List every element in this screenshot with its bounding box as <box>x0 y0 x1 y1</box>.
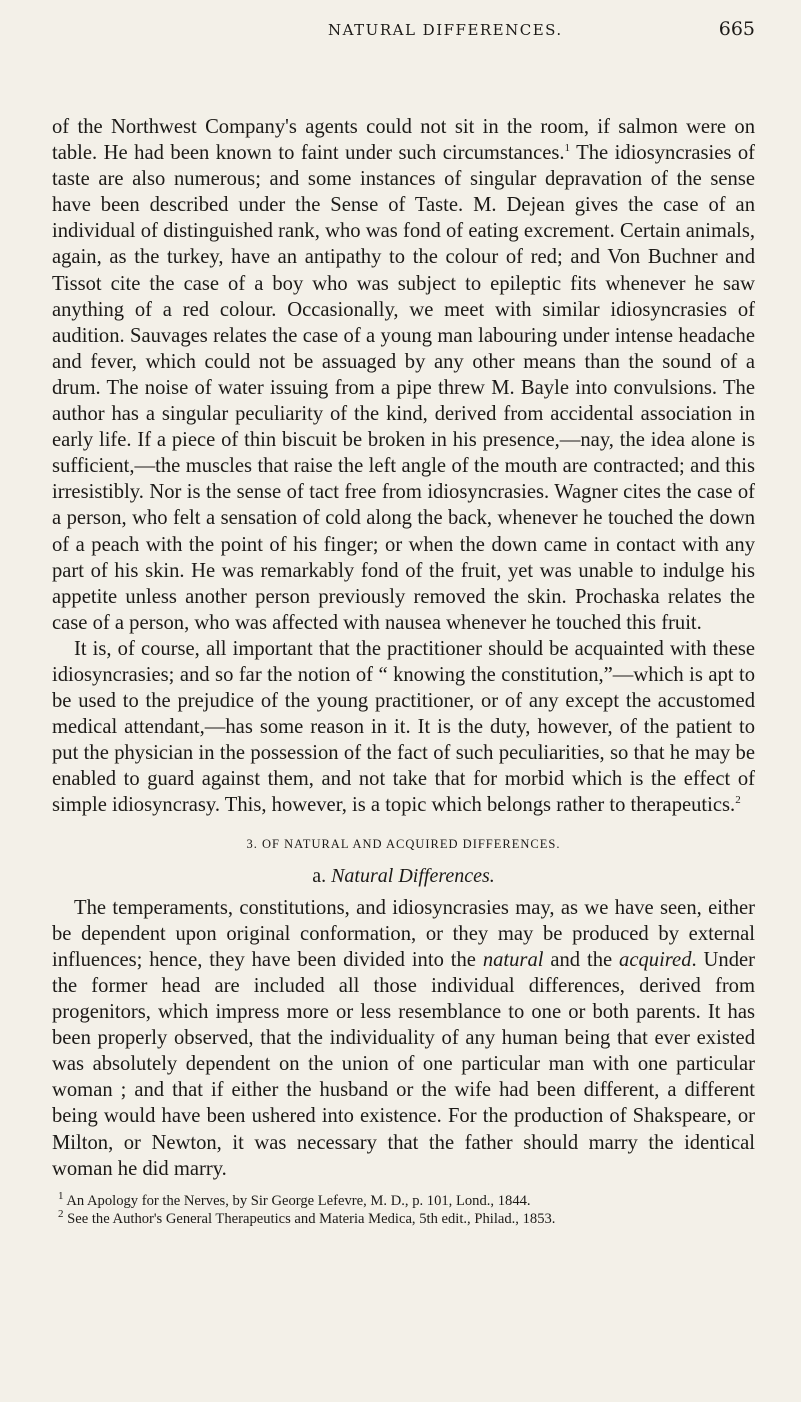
running-head <box>52 18 755 52</box>
footnote <box>52 1189 755 1210</box>
page-number: 665 <box>718 18 755 40</box>
section-heading: 3. OF NATURAL AND ACQUIRED DIFFERENCES. <box>246 836 561 851</box>
subsection-title: Natural Differences. <box>331 864 495 887</box>
paragraph-text: and the <box>543 948 620 971</box>
paragraph <box>52 895 755 1182</box>
emphasis-natural: natural <box>482 948 544 971</box>
paragraph-text: of the Northwest Company's agents could not sit in the room, if salmon were on table. He had been known to faint under such circumstances. <box>52 116 755 165</box>
footnote-reference: 1 <box>564 142 571 155</box>
paragraph-text: It is, of course, all important that the practitioner should be acquainted with these idiosyncrasies; and so far the notion of “ knowing the constitution,”—which is apt to be used to the prejudice of the young practitioner, or of any except the accustomed medical attendant,—has some reason in it. It is the duty, however, of the patient to put the physician in the possession of the fact of such peculiarities, so that he may be enabled to guard against them, and not take that for morbid which is the effect of simple idiosyncrasy. This, however, is a topic which belongs rather to therapeutics. <box>52 637 755 817</box>
running-title: NATURAL DIFFERENCES. <box>328 21 563 39</box>
paragraph-text: The idiosyncrasies of taste are also numerous; and some instances of singular depravation of the sense have been described under the Sense of Taste. M. Dejean gives the case of an individual of distinguished rank, who was fond of eating excrement. Certain animals, again, as the turkey, have an antipathy to the colour of red; and Von Buchner and Tissot cite the case of a boy who was subject to epileptic fits whenever he saw anything of a red colour. Occasionally, we meet with similar idiosyncrasies of audition. Sauvages relates the case of a young man labouring under intense headache and fever, which could not be assuaged by any other means than the sound of a drum. The noise of water issuing from a pipe threw M. Bayle into convulsions. The author has a singular peculiarity of the kind, derived from accidental association in early life. If a piece of thin biscuit be broken in his presence,—nay, the idea alone is sufficient,—the muscles that raise the left angle of the mouth are contracted; and this irresistibly. Nor is the sense of tact free from idiosyncrasies. Wagner cites the case of a person, who felt a sensation of cold along the back, whenever he touched the down of a peach with the point of his finger; or when the down came in contact with any part of his skin. He was remarkably fond of the fruit, yet was unable to indulge his appetite unless another person previously removed the skin. Prochaska relates the case of a person, who was affected with nausea whenever he touched this fruit. <box>52 142 756 634</box>
paragraph-text: . Under the former head are included all those individual differences, derived from progenitors, which impress more or less resemblance to one or both parents. It has been properly observed, that the individuality of any human being that ever existed was absolutely dependent on the union of one particular man with one particular woman ; and that if either the husband or the wife had been different, a different being would have been ushered into existence. For the production of Shakspeare, or Milton, or Newton, it was necessary that the father should marry the identical woman he did marry. <box>52 948 756 1180</box>
footnotes <box>52 1189 755 1228</box>
body-text <box>52 114 755 1228</box>
footnote <box>52 1207 755 1228</box>
footnote-mark: 2 <box>58 1207 64 1220</box>
subsection-prefix: a. <box>312 864 332 887</box>
footnote-text: An Apology for the Nerves, by Sir George Lefevre, M. D., p. 101, Lond., 1844. <box>66 1192 531 1209</box>
subsection-heading <box>52 863 755 889</box>
paragraph-text: The temperaments, constitutions, and idiosyncrasies may, as we have seen, either be dependent upon original conformation, or they may be produced by external influences; hence, they have been divided into the <box>52 896 755 971</box>
footnote-reference: 2 <box>735 794 741 807</box>
footnote-text: See the Author's General Therapeutics and Materia Medica, 5th edit., Philad., 1853. <box>67 1210 556 1227</box>
emphasis-acquired: acquired <box>619 948 692 971</box>
paragraph <box>52 636 755 819</box>
footnote-mark: 1 <box>58 1189 64 1202</box>
paragraph-continued <box>52 114 755 636</box>
